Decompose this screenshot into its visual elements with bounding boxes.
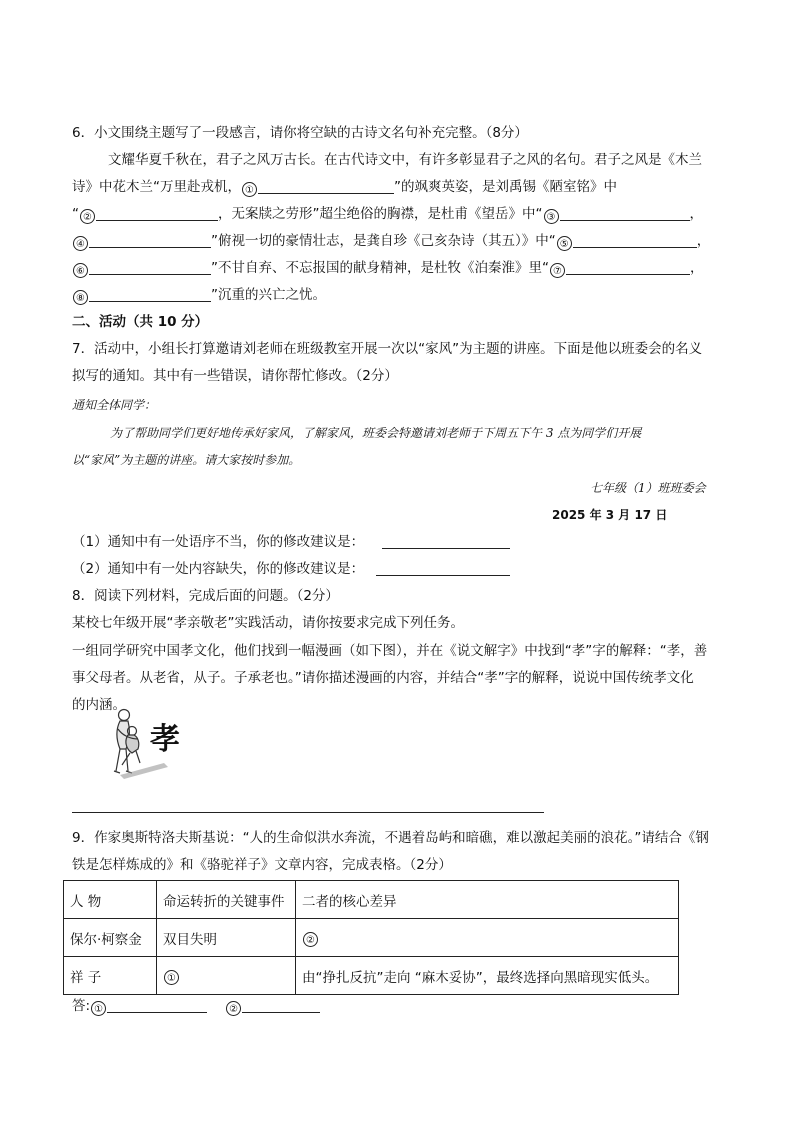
q6-line-6: ⑧ ”沉重的兴亡之忧。 <box>72 285 326 305</box>
q6-line-1: 文耀华夏千秋在，君子之风万古长。在古代诗文中，有许多彰显君子之风的名句。君子之风是《木兰 <box>108 152 702 168</box>
table-cell[interactable] <box>296 919 679 957</box>
section-heading: 二、活动（共 10 分） <box>72 314 209 330</box>
table-cell: 保尔·柯察金 <box>64 919 157 957</box>
answer-blank[interactable] <box>242 997 320 1013</box>
table-row <box>64 881 679 919</box>
xiao-character: 孝 <box>150 722 180 757</box>
q8-line-1: 某校七年级开展“孝亲敬老”实践活动，请你按要求完成下列任务。 <box>72 615 464 631</box>
blank-number: ⑦ <box>550 263 565 278</box>
blank-number: ① <box>91 1001 106 1016</box>
q7-subquestion-1: （1）通知中有一处语序不当，你的修改建议是： <box>72 532 510 552</box>
blank-number: ① <box>164 970 179 985</box>
q8-line-3: 事父母者。从老省，从子。子承老也。”请你描述漫画的内容，并结合“孝”字的解释，说说中国传统孝文化 <box>72 670 694 686</box>
table-cell[interactable] <box>157 957 296 995</box>
notice-date: 2025 年 3 月 17 日 <box>552 508 668 522</box>
blank-number: ⑧ <box>73 290 88 305</box>
blank-number: ② <box>303 932 318 947</box>
table-cell: 祥 子 <box>64 957 157 995</box>
blank-number: ① <box>242 182 257 197</box>
table-header: 命运转折的关键事件 <box>157 881 296 919</box>
table-cell: 双目失明 <box>157 919 296 957</box>
table-cell: 由“挣扎反抗”走向 “麻木妥协”，最终选择向黑暗现实低头。 <box>296 957 679 995</box>
answer-blank[interactable] <box>573 232 697 248</box>
table-header: 人 物 <box>64 881 157 919</box>
q7-line-1: 7．活动中，小组长打算邀请刘老师在班级教室开展一次以“家风”为主题的讲座。下面是他以班委会的名义 <box>72 341 703 357</box>
answer-blank[interactable] <box>89 259 211 275</box>
answer-blank[interactable] <box>560 205 690 221</box>
q9-answer: 答: ① ② <box>72 996 320 1016</box>
answer-blank[interactable] <box>107 997 207 1013</box>
q6-title: 6．小文围绕主题写了一段感言，请你将空缺的古诗文名句补充完整。（8分） <box>72 125 528 141</box>
answer-line[interactable] <box>72 812 544 813</box>
notice-heading: 通知全体同学： <box>72 398 157 412</box>
q7-line-2: 拟写的通知。其中有一些错误，请你帮忙修改。（2分） <box>72 368 398 384</box>
cartoon-image <box>106 705 186 781</box>
answer-blank[interactable] <box>376 560 510 576</box>
q6-line-3: “ ② ，无案牍之劳形”超尘绝俗的胸襟，是杜甫《望岳》中“ ③ ， <box>72 206 703 223</box>
table-header: 二者的核心差异 <box>296 881 679 919</box>
notice-signature: 七年级（1）班班委会 <box>590 481 706 495</box>
q9-line-1: 9．作家奥斯特洛夫斯基说：“人的生命似洪水奔流，不遇着岛屿和暗礁，难以激起美丽的浪花。”请结合《钢 <box>72 830 709 846</box>
blank-number: ② <box>226 1001 241 1016</box>
blank-number: ④ <box>73 236 88 251</box>
q6-line-2: 诗》中花木兰“万里赴戎机， ① ”的飒爽英姿，是刘禹锡《陋室铭》中 <box>72 179 617 196</box>
q8-title: 8．阅读下列材料，完成后面的问题。（2分） <box>72 588 339 604</box>
blank-number: ⑥ <box>73 263 88 278</box>
blank-number: ③ <box>544 209 559 224</box>
q8-line-2: 一组同学研究中国孝文化，他们找到一幅漫画（如下图），并在《说文解字》中找到“孝”字的解释：“孝，善 <box>72 643 708 659</box>
q8-line-4: 的内涵。 <box>72 697 126 713</box>
answer-blank[interactable] <box>258 178 394 194</box>
q9-table <box>63 880 679 995</box>
answer-blank[interactable] <box>89 232 211 248</box>
q6-line-5: ⑥ ”不甘自弃、不忘报国的献身精神，是杜牧《泊秦淮》里“ ⑦ ， <box>72 258 704 278</box>
table-row <box>64 919 679 957</box>
notice-line-1: 为了帮助同学们更好地传承好家风，了解家风，班委会特邀请刘老师于下周五下午 3 点为同学们开展 <box>110 426 642 440</box>
answer-blank[interactable] <box>89 286 211 302</box>
table-row <box>64 957 679 995</box>
notice-line-2: 以“家风”为主题的讲座。请大家按时参加。 <box>72 453 301 467</box>
person-carrying-elder-icon <box>106 705 186 781</box>
q7-subquestion-2: （2）通知中有一处内容缺失，你的修改建议是： <box>72 559 510 579</box>
blank-number: ⑤ <box>557 236 572 251</box>
blank-number: ② <box>80 209 95 224</box>
q6-line-4: ④ ”俯视一切的豪情壮志，是龚自珍《己亥杂诗（其五）》中“ ⑤ ， <box>72 231 710 251</box>
q9-line-2: 铁是怎样炼成的》和《骆驼祥子》文章内容，完成表格。（2分） <box>72 857 452 873</box>
answer-blank[interactable] <box>566 259 690 275</box>
answer-blank[interactable] <box>96 205 218 221</box>
answer-blank[interactable] <box>382 533 510 549</box>
